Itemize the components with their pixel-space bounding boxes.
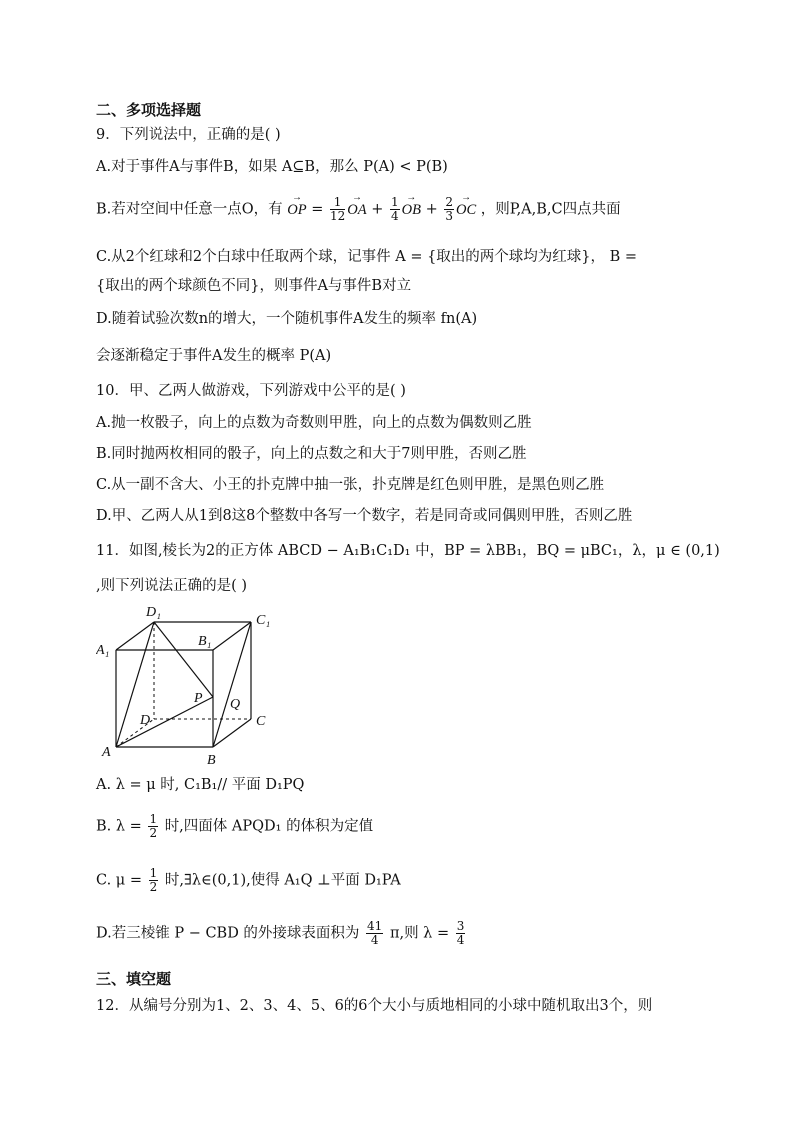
cube-figure	[96, 602, 296, 767]
q11-stem-line1: 11．如图,棱长为2的正方体 ABCD − A₁B₁C₁D₁ 中，BP = λBB₁，BQ = μBC₁，λ，μ ∈ (0,1)	[96, 543, 720, 559]
vector-ob: → OB	[402, 200, 421, 220]
frac-den: 4	[370, 933, 379, 947]
vertex-label-c1: C₁	[256, 613, 271, 628]
vector-oc: → OC	[456, 200, 476, 220]
vertex-label-a: A	[102, 745, 111, 760]
q10-option-a: A.抛一枚骰子，向上的点数为奇数则甲胜，向上的点数为偶数则乙胜	[96, 415, 532, 431]
frac-num: 2	[445, 195, 453, 209]
section-title-multi-choice: 二、多项选择题	[96, 101, 202, 119]
q9-option-d-line1: D.随着试验次数n的增大，一个随机事件A发生的频率 fn(A)	[96, 311, 478, 327]
fraction-3-4	[456, 920, 466, 947]
vertex-label-b1: B₁	[198, 634, 212, 649]
frac-den: 3	[445, 209, 453, 223]
fraction-1-4	[390, 196, 400, 223]
q9-b-suffix: ，则P,A,B,C四点共面	[480, 201, 621, 218]
frac-num: 1	[149, 812, 158, 826]
q9-option-c-line2: {取出的两个球颜色不同}，则事件A与事件B对立	[96, 278, 412, 294]
q11-b-suffix: 时,四面体 APQD₁ 的体积为定值	[164, 818, 374, 835]
q10-option-b: B.同时抛两枚相同的骰子，向上的点数之和大于7则甲胜，否则乙胜	[96, 446, 527, 462]
q11-option-a: A. λ = μ 时, C₁B₁// 平面 D₁PQ	[96, 777, 305, 793]
frac-den: 2	[149, 826, 158, 840]
vertex-label-c: C	[256, 714, 266, 729]
q9-option-a: A.对于事件A与事件B，如果 A⊆B，那么 P(A) < P(B)	[96, 159, 448, 175]
fraction-1-2	[149, 867, 159, 894]
q12-stem: 12．从编号分别为1、2、3、4、5、6的6个大小与质地相同的小球中随机取出3个，则	[96, 998, 653, 1014]
q11-option-d	[96, 920, 467, 947]
frac-num: 3	[456, 919, 465, 933]
vertex-label-a1: A₁	[96, 643, 110, 658]
q10-option-d: D.甲、乙两人从1到8这8个整数中各写一个数字，若是同奇或同偶则甲胜，否则乙胜	[96, 508, 633, 524]
frac-num: 41	[367, 919, 383, 933]
q11-d-mid: π,则 λ =	[389, 925, 450, 942]
fraction-41-4	[366, 920, 383, 947]
q11-b-prefix: B. λ =	[96, 818, 142, 835]
fraction-1-12	[330, 196, 345, 223]
vertex-label-d: D	[140, 713, 151, 728]
fraction-1-2	[148, 813, 158, 840]
q9-b-prefix: B.若对空间中任意一点O，有	[96, 201, 283, 218]
vertex-label-d1: D₁	[146, 605, 161, 620]
q9-stem: 9．下列说法中，正确的是( )	[96, 127, 281, 143]
vertex-label-b: B	[207, 753, 216, 767]
q11-option-b	[96, 813, 373, 840]
frac-den: 2	[149, 880, 158, 894]
frac-den: 4	[390, 209, 399, 223]
q9-option-c-line1: C.从2个红球和2个白球中任取两个球，记事件 A = {取出的两个球均为红球}， B =	[96, 249, 638, 265]
point-label-p: P	[194, 691, 203, 706]
frac-num: 1	[390, 195, 399, 209]
section-title-fill-blank: 三、填空题	[96, 970, 172, 988]
equals-sign: =	[311, 201, 324, 218]
frac-num: 1	[149, 866, 158, 880]
point-label-q: Q	[230, 697, 241, 712]
plus-sign: +	[425, 201, 438, 218]
frac-num: 1	[330, 196, 345, 210]
q9-option-b	[96, 196, 621, 223]
q10-option-c: C.从一副不含大、小王的扑克牌中抽一张，扑克牌是红色则甲胜，是黑色则乙胜	[96, 477, 605, 493]
q11-d-prefix: D.若三棱锥 P − CBD 的外接球表面积为	[96, 925, 360, 942]
q11-c-suffix: 时,∃λ∈(0,1),使得 A₁Q ⊥平面 D₁PA	[164, 872, 401, 889]
q9-option-d-line2: 会逐渐稳定于事件A发生的概率 P(A)	[96, 348, 332, 364]
fraction-2-3	[444, 196, 454, 223]
q10-stem: 10．甲、乙两人做游戏，下列游戏中公平的是( )	[96, 383, 406, 399]
frac-den: 4	[456, 933, 465, 947]
q11-stem-line2: ,则下列说法正确的是( )	[96, 578, 248, 594]
vector-op: → OP	[287, 200, 306, 220]
frac-den: 12	[329, 209, 346, 223]
plus-sign: +	[371, 201, 384, 218]
vector-oa: → OA	[347, 200, 366, 220]
q11-option-c	[96, 867, 401, 894]
q11-c-prefix: C. μ =	[96, 872, 142, 889]
